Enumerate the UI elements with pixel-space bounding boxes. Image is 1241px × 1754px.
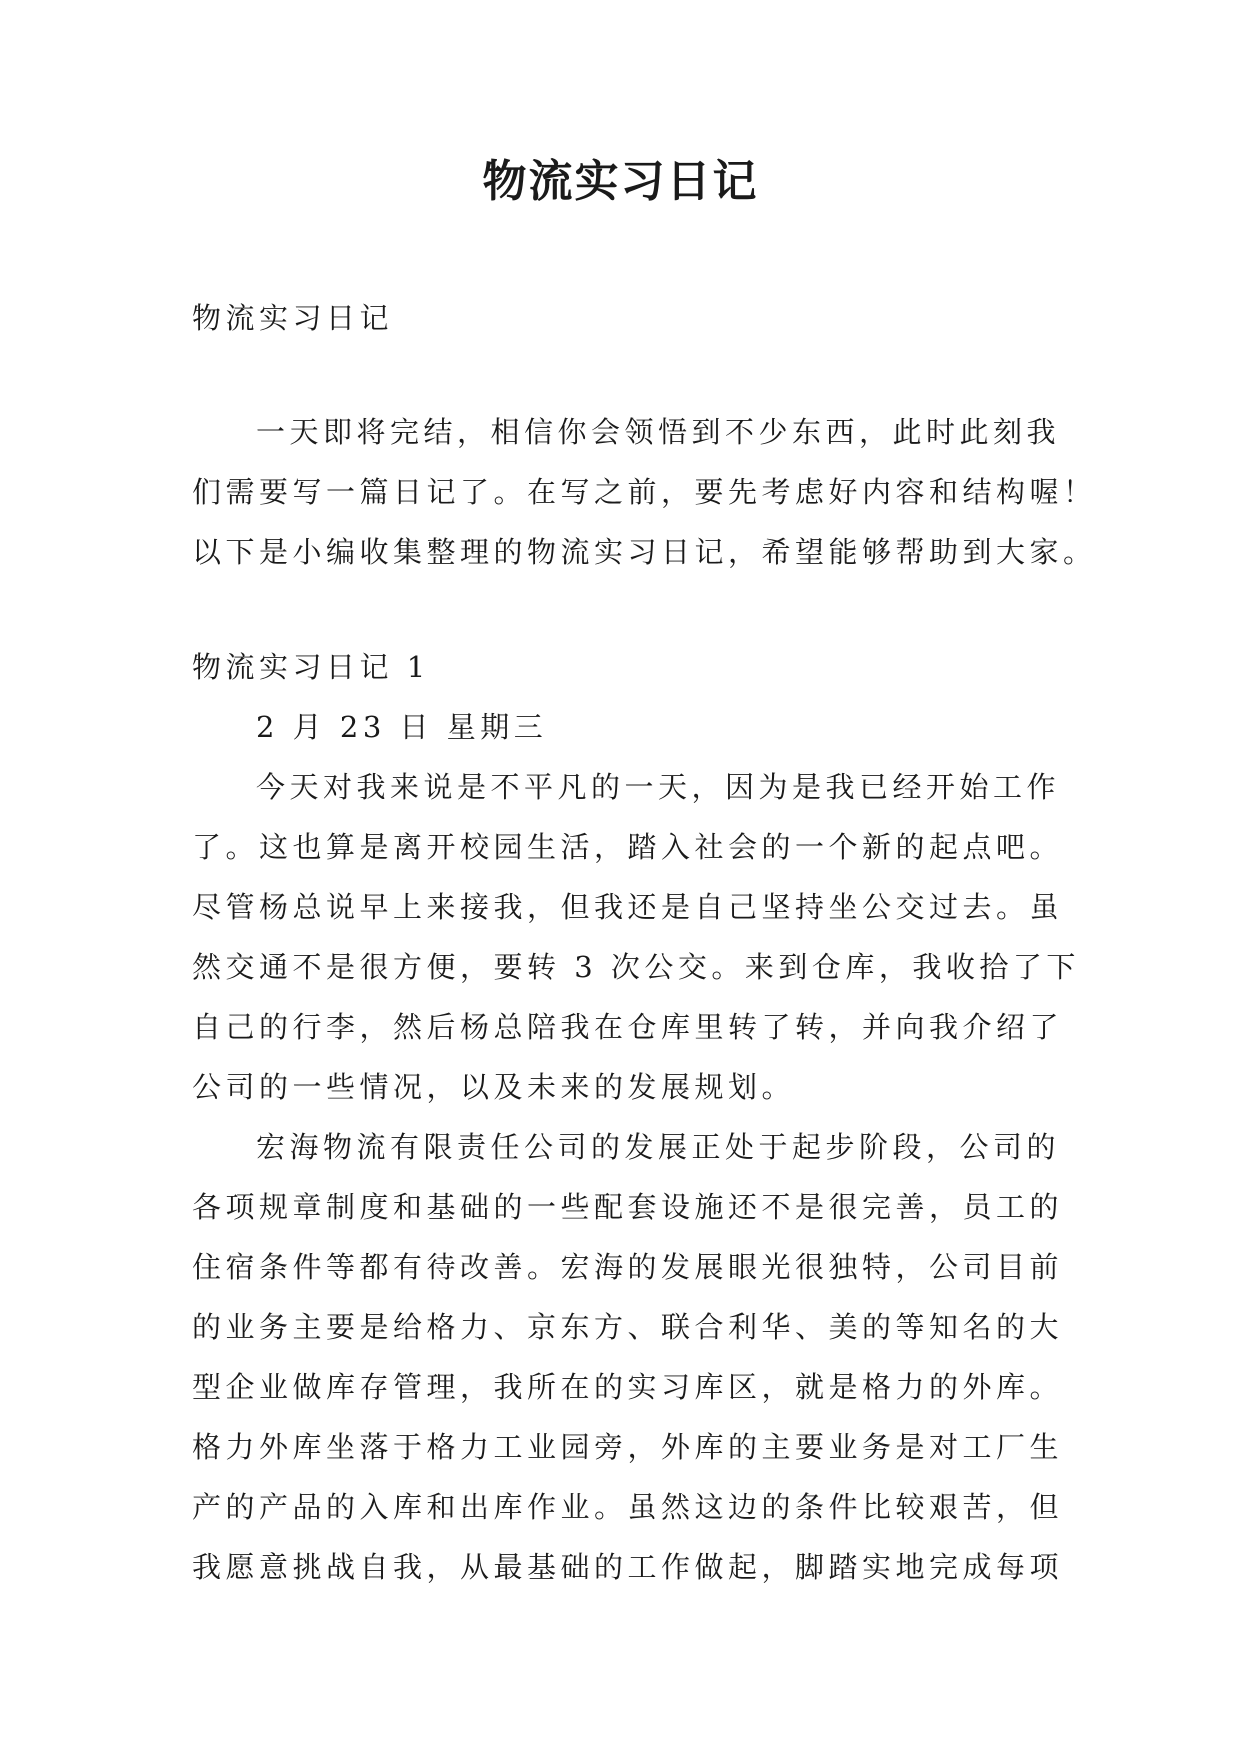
document-title: 物流实习日记 — [482, 156, 759, 207]
paragraph-line: 了。这也算是离开校园生活，踏入社会的一个新的起点吧。 — [192, 830, 1064, 864]
paragraph-line: 住宿条件等都有待改善。宏海的发展眼光很独特，公司目前 — [192, 1250, 1064, 1284]
date-line: 2 月 23 日 星期三 — [256, 710, 548, 744]
paragraph-line: 宏海物流有限责任公司的发展正处于起步阶段，公司的 — [256, 1130, 1061, 1164]
paragraph-line: 产的产品的入库和出库作业。虽然这边的条件比较艰苦，但 — [192, 1490, 1064, 1524]
paragraph-line: 我愿意挑战自我，从最基础的工作做起，脚踏实地完成每项 — [192, 1550, 1064, 1584]
intro-line: 们需要写一篇日记了。在写之前，要先考虑好内容和结构喔！ — [192, 475, 1097, 509]
paragraph-line: 的业务主要是给格力、京东方、联合利华、美的等知名的大 — [192, 1310, 1064, 1344]
paragraph-line: 型企业做库存管理，我所在的实习库区，就是格力的外库。 — [192, 1370, 1064, 1404]
paragraph-line: 尽管杨总说早上来接我，但我还是自己坚持坐公交过去。虽 — [192, 890, 1064, 924]
paragraph-line: 格力外库坐落于格力工业园旁，外库的主要业务是对工厂生 — [192, 1430, 1064, 1464]
paragraph-line: 今天对我来说是不平凡的一天，因为是我已经开始工作 — [256, 770, 1061, 804]
paragraph-line: 然交通不是很方便，要转 3 次公交。来到仓库，我收拾了下 — [192, 950, 1080, 984]
section-heading: 物流实习日记 1 — [192, 650, 430, 684]
paragraph-line: 各项规章制度和基础的一些配套设施还不是很完善，员工的 — [192, 1190, 1064, 1224]
paragraph-line: 公司的一些情况，以及未来的发展规划。 — [192, 1070, 796, 1104]
paragraph-line: 自己的行李，然后杨总陪我在仓库里转了转，并向我介绍了 — [192, 1010, 1064, 1044]
intro-line: 以下是小编收集整理的物流实习日记，希望能够帮助到大家。 — [192, 535, 1097, 569]
document-subtitle: 物流实习日记 — [192, 301, 394, 335]
intro-line: 一天即将完结，相信你会领悟到不少东西，此时此刻我 — [256, 415, 1061, 449]
